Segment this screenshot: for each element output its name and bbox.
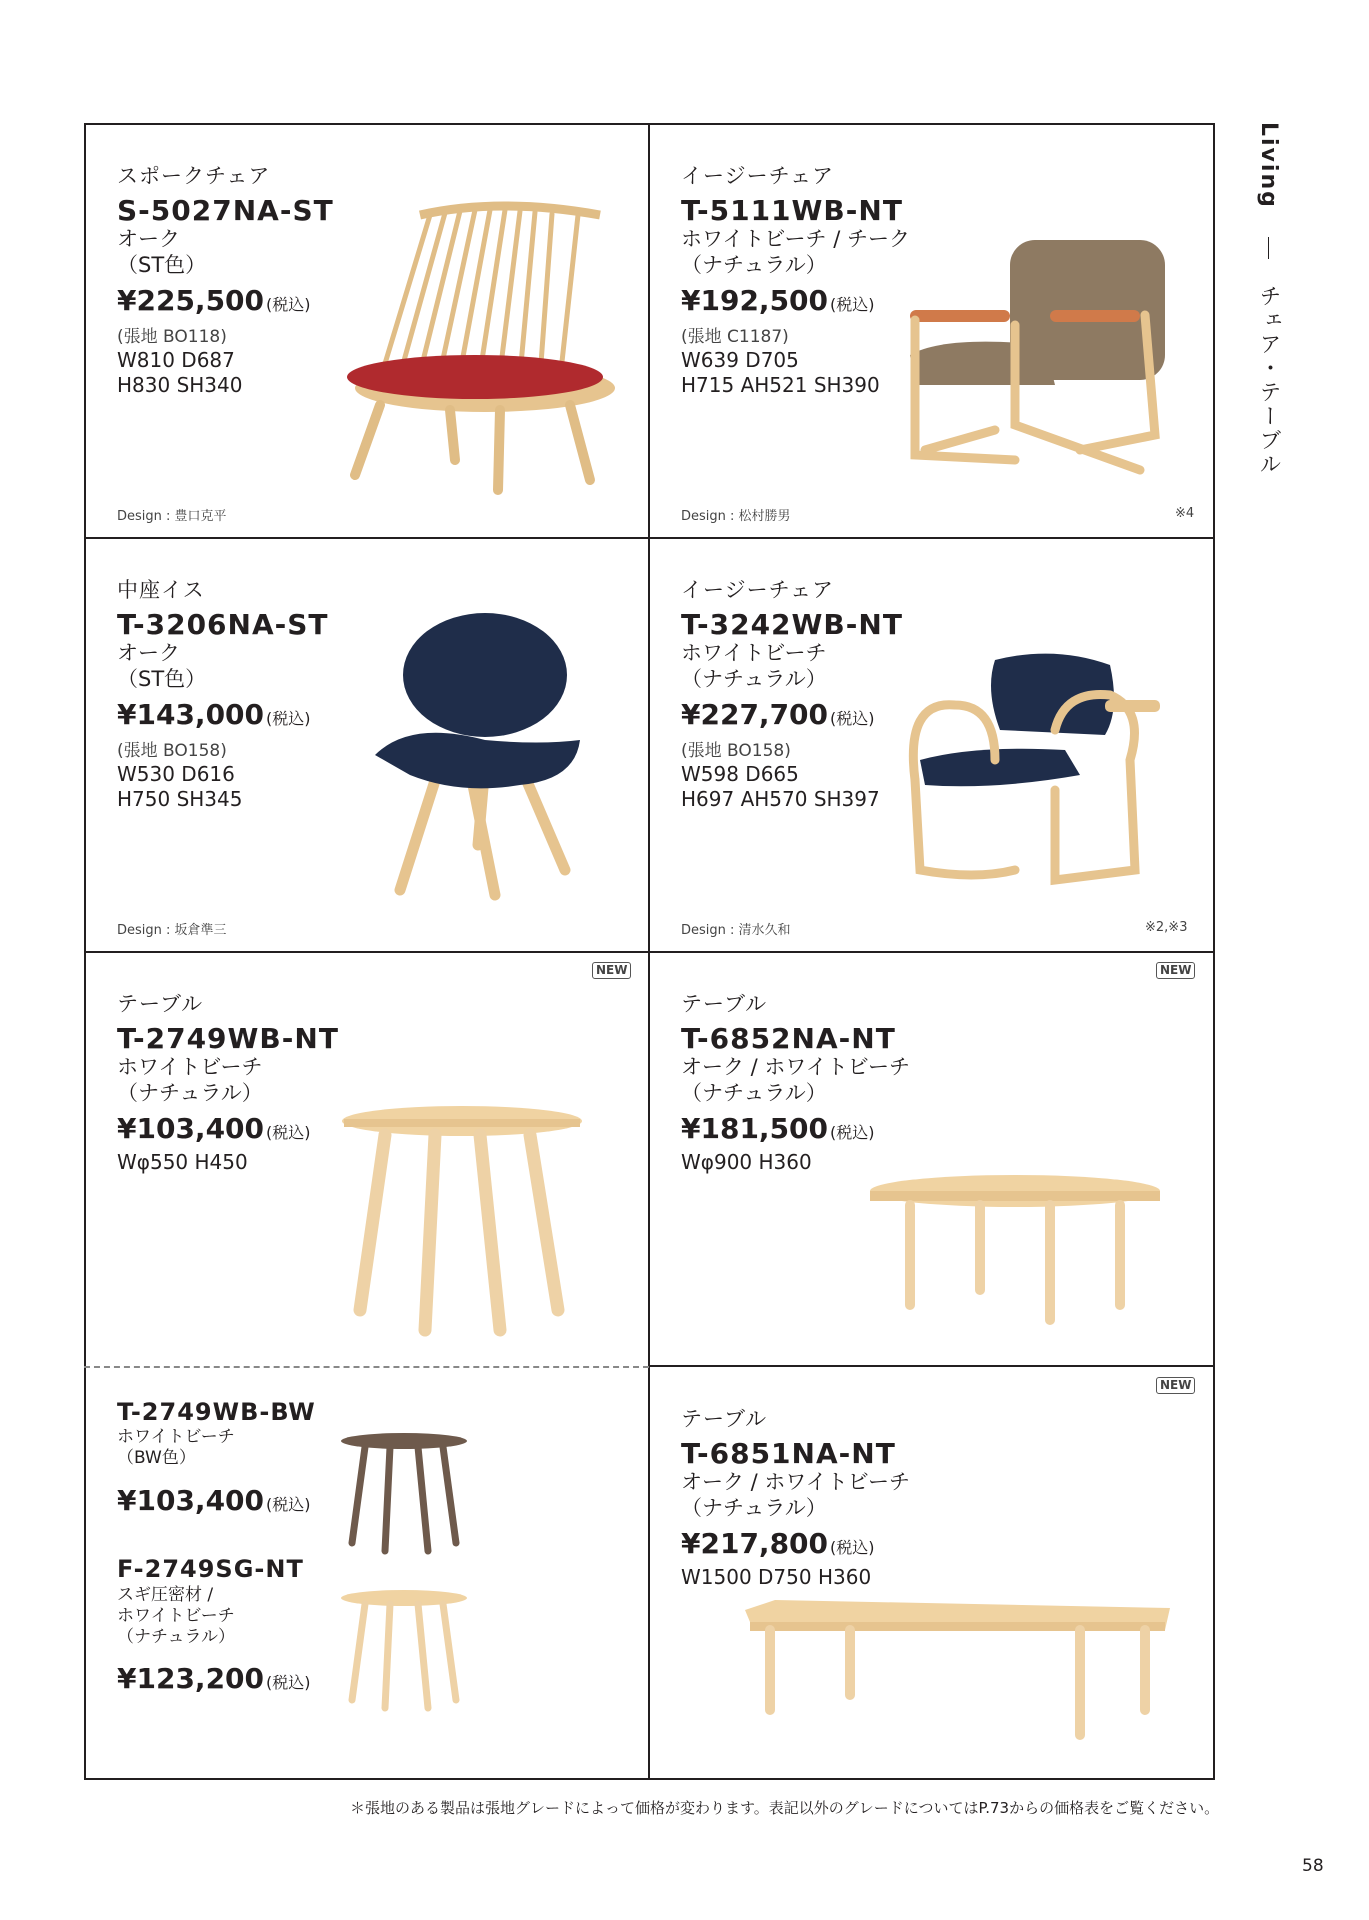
side-label-jp: チェア・テーブル xyxy=(1256,284,1281,477)
variant-price: ¥123,200 (税込) xyxy=(117,1662,311,1695)
spoke-chair-image xyxy=(320,205,620,505)
walnut-side-table-image xyxy=(340,1433,470,1553)
variant-code: F-2749SG-NT xyxy=(117,1555,304,1583)
cedar-side-table-image xyxy=(340,1590,470,1710)
product-material: ホワイトビーチ / チーク （ナチュラル） xyxy=(681,227,910,277)
variant-material: スギ圧密材 / ホワイトビーチ （ナチュラル） xyxy=(117,1585,235,1647)
product-designer: Design : 松村勝男 xyxy=(681,509,791,524)
product-dimensions: W530 D616 H750 SH345 xyxy=(117,762,243,811)
product-fabric: (張地 BO158) xyxy=(681,741,791,761)
product-fabric: (張地 C1187) xyxy=(681,327,789,347)
product-designer: Design : 坂倉準三 xyxy=(117,923,227,938)
low-rectangular-table-image xyxy=(745,1600,1175,1745)
product-category: テーブル xyxy=(681,1407,768,1431)
product-dimensions: Wφ550 H450 xyxy=(117,1150,248,1174)
product-price: ¥181,500 (税込) xyxy=(681,1112,875,1145)
product-code: T-3242WB-NT xyxy=(681,608,903,641)
product-dimensions: W1500 D750 H360 xyxy=(681,1565,872,1589)
product-category: イージーチェア xyxy=(681,578,834,602)
product-price: ¥143,000 (税込) xyxy=(117,698,311,731)
side-label xyxy=(1253,122,1284,477)
product-dimensions: W810 D687 H830 SH340 xyxy=(117,348,243,397)
variant-price: ¥103,400 (税込) xyxy=(117,1484,311,1517)
product-designer: Design : 清水久和 xyxy=(681,923,791,938)
low-chair-navy-image xyxy=(370,615,600,905)
easy-chair-tweed-image xyxy=(905,235,1175,485)
round-table-image xyxy=(340,1105,590,1340)
product-code: T-6851NA-NT xyxy=(681,1437,896,1470)
product-category: テーブル xyxy=(681,992,768,1016)
product-dimensions: W598 D665 H697 AH570 SH397 xyxy=(681,762,880,811)
product-dimensions: Wφ900 H360 xyxy=(681,1150,812,1174)
new-badge: NEW xyxy=(1156,962,1195,979)
product-code: T-2749WB-NT xyxy=(117,1022,339,1055)
product-category: イージーチェア xyxy=(681,164,834,188)
low-round-table-image xyxy=(870,1175,1165,1325)
product-code: S-5027NA-ST xyxy=(117,194,334,227)
easy-chair-navy-image xyxy=(905,650,1175,900)
product-price: ¥103,400 (税込) xyxy=(117,1112,311,1145)
product-note: ※2,※3 xyxy=(1145,920,1188,935)
product-fabric: (張地 BO118) xyxy=(117,327,227,347)
new-badge: NEW xyxy=(1156,1377,1195,1394)
product-category: 中座イス xyxy=(117,578,205,602)
product-code: T-3206NA-ST xyxy=(117,608,329,641)
product-material: オーク / ホワイトビーチ （ナチュラル） xyxy=(681,1470,910,1520)
product-material: ホワイトビーチ （ナチュラル） xyxy=(117,1055,263,1105)
product-price: ¥227,700 (税込) xyxy=(681,698,875,731)
product-code: T-5111WB-NT xyxy=(681,194,903,227)
product-material: オーク （ST色） xyxy=(117,227,207,277)
product-material: オーク （ST色） xyxy=(117,641,207,691)
product-price: ¥225,500 (税込) xyxy=(117,284,311,317)
product-dimensions: W639 D705 H715 AH521 SH390 xyxy=(681,348,880,397)
grid-divider-row3 xyxy=(648,1365,1215,1367)
side-label-en: Living xyxy=(1256,122,1281,209)
new-badge: NEW xyxy=(592,962,631,979)
product-price: ¥192,500 (税込) xyxy=(681,284,875,317)
page-number: 58 xyxy=(1302,1856,1324,1876)
product-code: T-6852NA-NT xyxy=(681,1022,896,1055)
variant-code: T-2749WB-BW xyxy=(117,1398,316,1426)
product-price: ¥217,800 (税込) xyxy=(681,1527,875,1560)
grid-divider-row1 xyxy=(84,537,1215,539)
product-category: スポークチェア xyxy=(117,164,271,188)
product-fabric: (張地 BO158) xyxy=(117,741,227,761)
product-material: ホワイトビーチ （ナチュラル） xyxy=(681,641,827,691)
product-designer: Design : 豊口克平 xyxy=(117,509,227,524)
dashed-divider xyxy=(84,1366,649,1368)
product-material: オーク / ホワイトビーチ （ナチュラル） xyxy=(681,1055,910,1105)
product-category: テーブル xyxy=(117,992,204,1016)
product-note: ※4 xyxy=(1175,506,1195,521)
variant-material: ホワイトビーチ （BW色） xyxy=(117,1427,235,1468)
grid-divider-row2 xyxy=(84,951,1215,953)
footnote: ＊張地のある製品は張地グレードによって価格が変わります。表記以外のグレードについてはP.73からの価格表をご覧ください。 xyxy=(350,1799,1220,1817)
